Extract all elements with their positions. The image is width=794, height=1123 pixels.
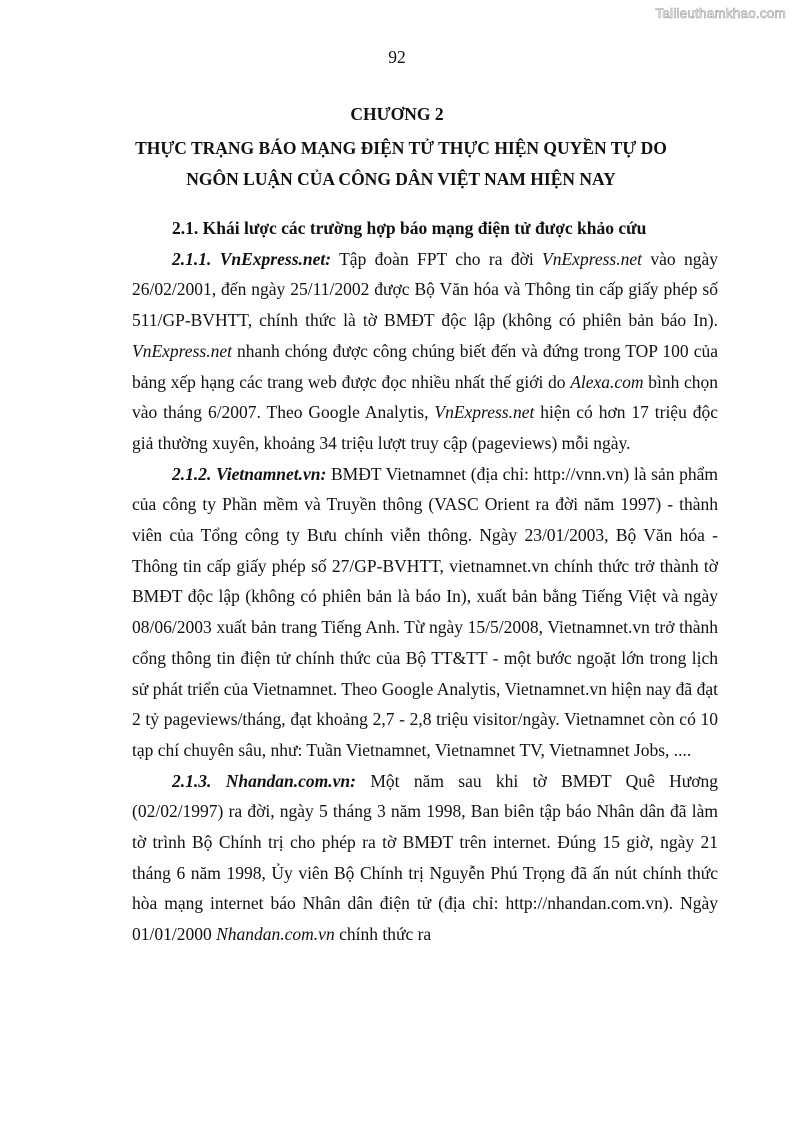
paragraph-text: nhanh chóng được công chúng biết đến và đứng trong TOP 100 của bảng xếp hạng các trang web được đọc nhiều nhất thế giới do: [132, 340, 718, 392]
page-number: 92: [388, 47, 406, 67]
subsection-heading-vietnamnet: 2.1.2. Vietnamnet.vn:: [172, 463, 327, 484]
paragraph-text: vào ngày 26/02/2001, đến ngày 25/11/2002 được Bộ Văn hóa và Thông tin cấp giấy phép số 511/GP-BVHTT, chính thức là tờ BMĐT độc lập (không có phiên bản báo In).: [132, 248, 718, 331]
paragraph-nhandan: [132, 766, 718, 950]
section-heading: 2.1. Khái lược các trường hợp báo mạng điện tử được khảo cứu: [172, 218, 647, 238]
italic-site-name: VnExpress.net: [434, 402, 535, 423]
paragraph-vnexpress: [132, 244, 718, 459]
chapter-label: CHƯƠNG 2: [350, 104, 444, 124]
italic-site-name: Alexa.com: [570, 371, 644, 392]
body-text: [132, 213, 718, 950]
paragraph-text: bình chọn vào tháng 6/2007. Theo Google Analytis,: [132, 371, 718, 423]
italic-site-name: VnExpress.net: [542, 248, 642, 269]
paragraph-text: chính thức ra: [334, 924, 432, 945]
paragraph-text: Một năm sau khi tờ BMĐT Quê Hương (02/02/1997) ra đời, ngày 5 tháng 3 năm 1998, Ban biên tập báo Nhân dân đã làm tờ trình Bộ Chính trị cho phép ra tờ BMĐT trên internet. Đúng 15 giờ, ngày 21 tháng 6 năm 1998, Ủy viên Bộ Chính trị Nguyễn Phú Trọng đã ấn nút chính thức hòa mạng internet báo Nhân dân điện tử (địa chỉ: http://nhandan.com.vn). Ngày 01/01/2000: [132, 770, 718, 945]
italic-site-name: Nhandan.com.vn: [216, 924, 335, 945]
italic-site-name: VnExpress.net: [132, 340, 232, 361]
subsection-heading-vnexpress: 2.1.1. VnExpress.net:: [172, 248, 332, 269]
paragraph-text: hiện có hơn 17 triệu độc giả thường xuyên, khoảng 34 triệu lượt truy cập (pageviews) mỗi ngày.: [132, 402, 718, 453]
subsection-heading-nhandan: 2.1.3. Nhandan.com.vn:: [172, 770, 356, 791]
watermark: Tailieuthamkhao.com: [655, 6, 786, 21]
chapter-title: [112, 133, 690, 195]
chapter-title-line-1: THỰC TRẠNG BÁO MẠNG ĐIỆN TỬ THỰC HIỆN QUYỀN TỰ DO: [135, 138, 667, 158]
paragraph-text: Tập đoàn FPT cho ra đời: [331, 248, 543, 269]
chapter-title-line-2: NGÔN LUẬN CỦA CÔNG DÂN VIỆT NAM HIỆN NAY: [186, 169, 616, 189]
paragraph-vietnamnet: [132, 459, 718, 766]
paragraph-text: BMĐT Vietnamnet (địa chỉ: http://vnn.vn) là sản phẩm của công ty Phần mềm và Truyền thông (VASC Orient ra đời năm 1997) - thành viên của Tổng công ty Bưu chính viễn thông. Ngày 23/01/2003, Bộ Văn hóa - Thông tin cấp giấy phép số 27/GP-BVHTT, vietnamnet.vn chính thức trở thành tờ BMĐT độc lập (không có phiên bản là báo In), xuất bản bằng Tiếng Việt và ngày 08/06/2003 xuất bản trang Tiếng Anh. Từ ngày 15/5/2008, Vietnamnet.vn trở thành cổng thông tin điện tử chính thức của Bộ TT&TT - một bước ngoặt lớn trong lịch sử phát triển của Vietnamnet. Theo Google Analytis, Vietnamnet.vn hiện nay đã đạt 2 tỷ pageviews/tháng, đạt khoảng 2,7 - 2,8 triệu visitor/ngày. Vietnamnet còn có 10 tạp chí chuyên sâu, như: Tuần Vietnamnet, Vietnamnet TV, Vietnamnet Jobs, ....: [132, 463, 718, 760]
